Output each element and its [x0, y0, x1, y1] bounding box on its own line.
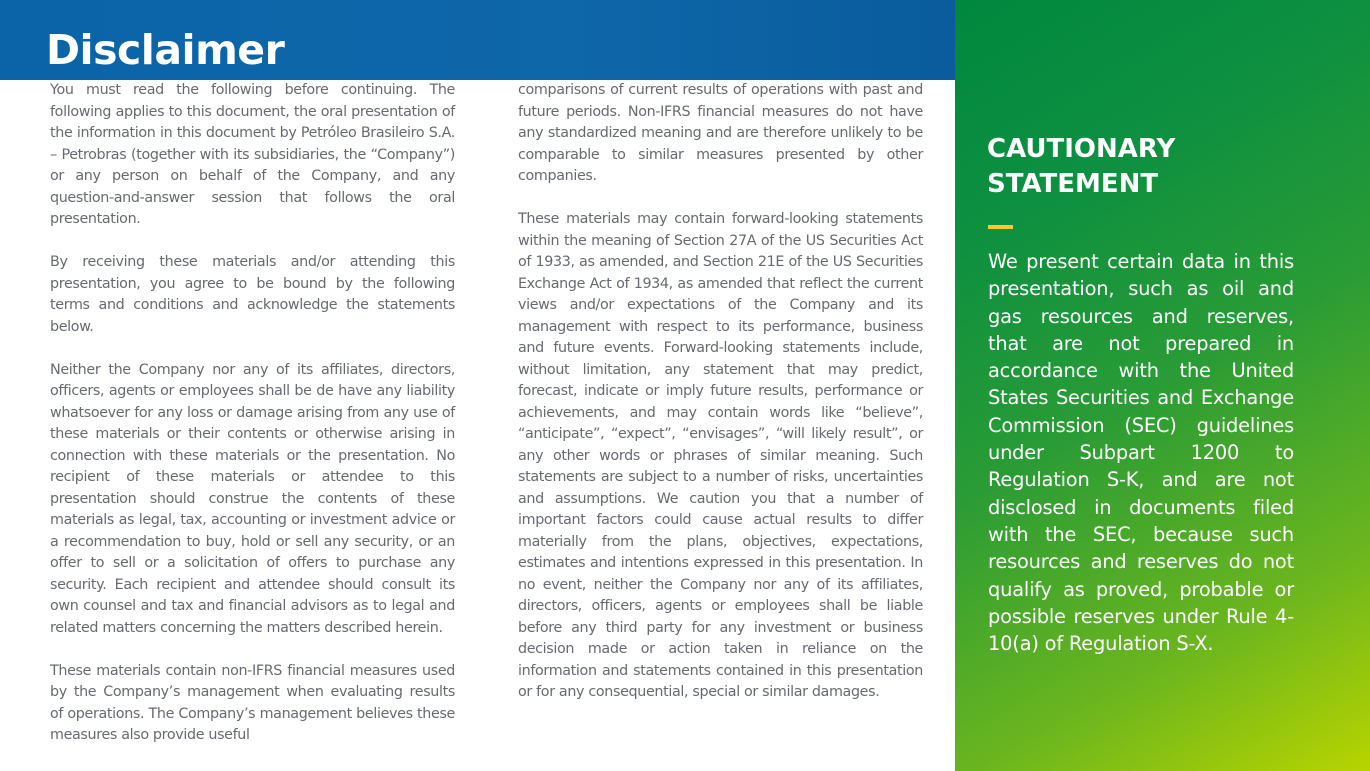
disclaimer-left-column: [50, 80, 455, 768]
disclaimer-paragraph: comparisons of current results of operations with past and future periods. Non-IFRS financial measures do not have any standardized meaning and are therefore unlikely to be comparable to similar measures presented by other companies.: [518, 82, 923, 184]
disclaimer-paragraph: By receiving these materials and/or attending this presentation, you agree to be bound by the following terms and conditions and acknowledge the statements below.: [50, 254, 455, 335]
disclaimer-paragraph: Neither the Company nor any of its affiliates, directors, officers, agents or employees shall be de have any liability whatsoever for any loss or damage arising from any use of these materials or their contents or otherwise arising in connection with these materials or the presentation. No recipient of these materials or attendee to this presentation should construe the contents of these materials as legal, tax, accounting or investment advice or a recommendation to buy, hold or sell any security, or an offer to sell or a solicitation of offers to purchase any security. Each recipient and attendee should consult its own counsel and tax and financial advisors as to legal and related matters concerning the matters described herein.: [50, 361, 455, 636]
disclaimer-paragraph: These materials contain non-IFRS financial measures used by the Company’s management when evaluating results of operations. The Company’s management believes these measures also provide useful: [50, 662, 455, 743]
cautionary-statement-body: We present certain data in this presentation, such as oil and gas resources and reserves, that are not prepared in accordance with the United States Securities and Exchange Commission (SEC) guidelines under Subpart 1200 to Regulation S-K, and are not disclosed in documents filed with the SEC, because such resources and reserves do not qualify as proved, probable or possible reserves under Rule 4-10(a) of Regulation S-X.: [988, 250, 1294, 656]
disclaimer-paragraph: You must read the following before continuing. The following applies to this document, the oral presentation of the information in this document by Petróleo Brasileiro S.A. – Petrobras (together with its subsidiaries, the “Company”) or any person on behalf of the Company, and any question-and-answer session that follows the oral presentation.: [50, 82, 455, 227]
disclaimer-paragraph: These materials may contain forward-looking statements within the meaning of Section 27A of the US Securities Act of 1933, as amended, and Section 21E of the US Securities Exchange Act of 1934, as amended that reflect the current views and/or expectations of the Company and its management with respect to its performance, business and future events. Forward-looking statements include, without limitation, any statement that may predict, forecast, indicate or imply future results, performance or achievements, and may contain words like “believe”, “anticipate”, “expect”, “envisages”, “will likely result”, or any other words or phrases of similar meaning. Such statements are subject to a number of risks, uncertainties and assumptions. We caution you that a number of important factors could cause actual results to differ materially from the plans, objectives, expectations, estimates and intentions expressed in this presentation. In no event, neither the Company nor any of its affiliates, directors, officers, agents or employees shall be liable before any third party for any investment or business decision made or action taken in reliance on the information and statements contained in this presentation or for any consequential, special or similar damages.: [518, 211, 923, 700]
disclaimer-right-column: [518, 80, 923, 725]
page-title: Disclaimer: [46, 26, 285, 74]
cautionary-statement-heading: CAUTIONARY STATEMENT: [987, 134, 1176, 199]
cautionary-statement-panel: [955, 0, 1370, 771]
accent-divider: [988, 225, 1013, 229]
